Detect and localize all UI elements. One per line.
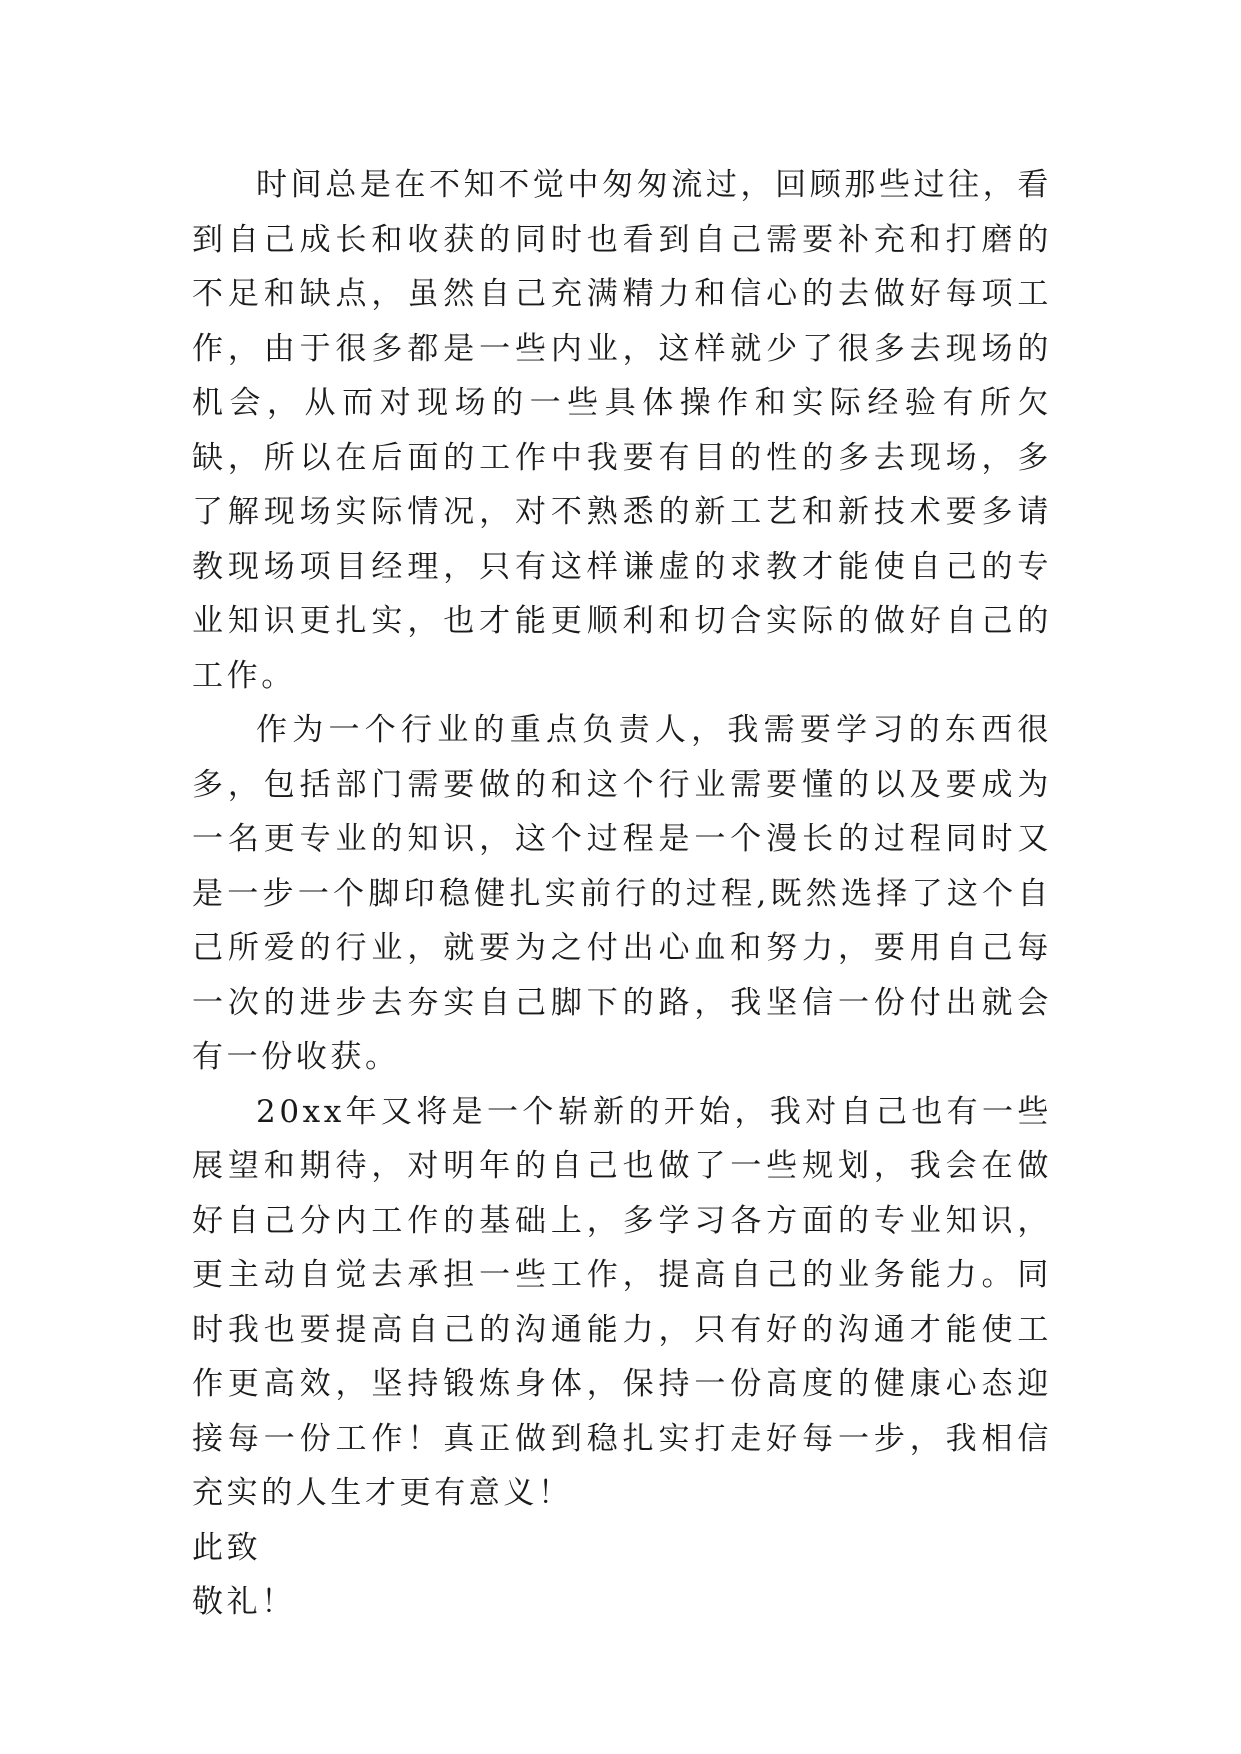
closing-salutation: 此致 [192,1529,262,1566]
paragraph-reflection: 时间总是在不知不觉中匆匆流过，回顾那些过往，看到自己成长和收获的同时也看到自己需要补充和打磨的不足和缺点，虽然自己充满精力和信心的去做好每项工作，由于很多都是一些内业，这样就少了很多去现场的机会，从而对现场的一些具体操作和实际经验有所欠缺，所以在后面的工作中我要有目的性的多去现场，多了解现场实际情况，对不熟悉的新工艺和新技术要多请教现场项目经理，只有这样谦虚的求教才能使自己的专业知识更扎实，也才能更顺利和切合实际的做好自己的工作。 [192,167,1052,694]
closing-regards: 敬礼！ [192,1584,296,1620]
paragraph-responsibility: 作为一个行业的重点负责人，我需要学习的东西很多，包括部门需要做的和这个行业需要懂的以及要成为一名更专业的知识，这个过程是一个漫长的过程同时又是一步一个脚印稳健扎实前行的过程,既然选择了这个自己所爱的行业，就要为之付出心血和努力，要用自己每一次的进步去夯实自己脚下的路，我坚信一份付出就会有一份收获。 [192,712,1052,1075]
document-body [192,158,1052,1630]
paragraph-outlook: 20xx年又将是一个崭新的开始，我对自己也有一些展望和期待，对明年的自己也做了一些规划，我会在做好自己分内工作的基础上，多学习各方面的专业知识，更主动自觉去承担一些工作，提高自己的业务能力。同时我也要提高自己的沟通能力，只有好的沟通才能使工作更高效，坚持锻炼身体，保持一份高度的健康心态迎接每一份工作！真正做到稳扎实打走好每一步，我相信充实的人生才更有意义！ [192,1093,1052,1511]
